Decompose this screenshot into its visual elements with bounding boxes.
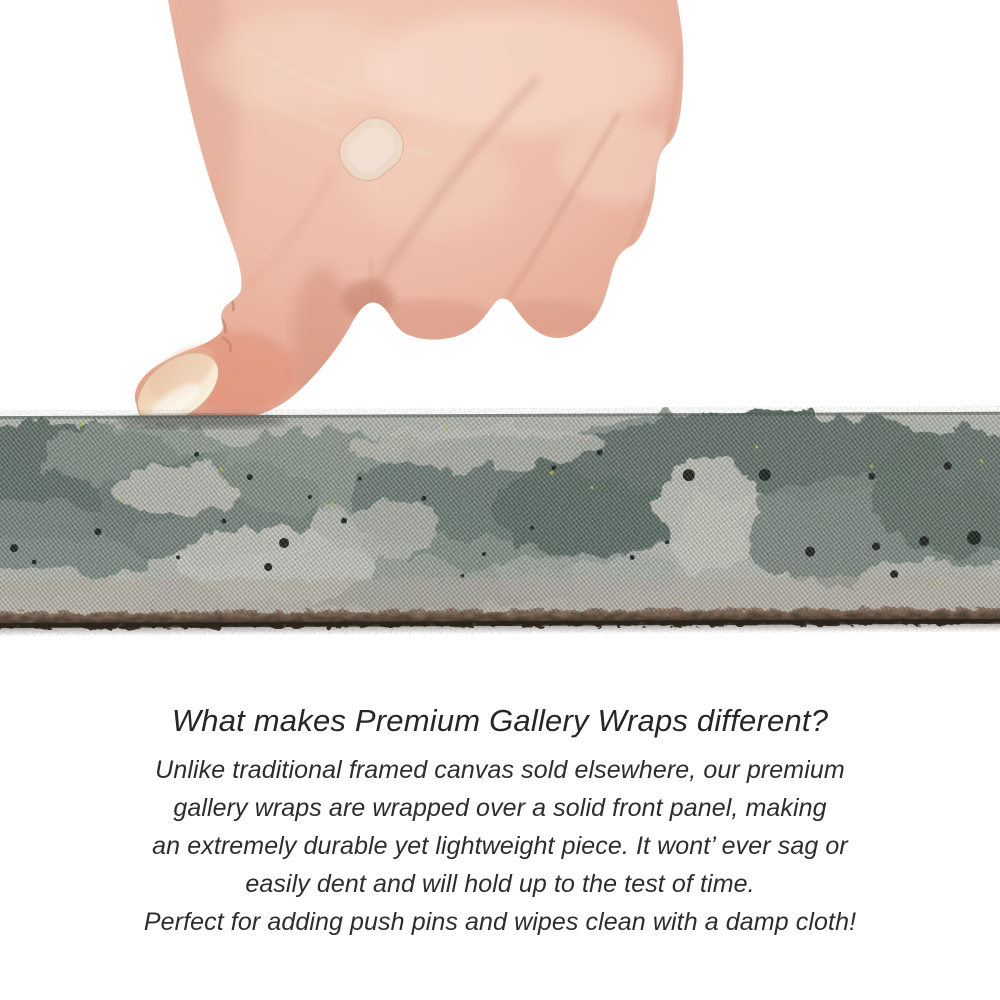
- description-text-block: [0, 700, 1000, 941]
- body-line-5: Perfect for adding push pins and wipes clean with a damp cloth!: [143, 908, 857, 936]
- body-line-4: easily dent and will hold up to the test of time.: [245, 870, 755, 898]
- hand-pressing-canvas-image: [0, 0, 1000, 424]
- canvas-edge-strip-image: [0, 406, 1000, 646]
- body-line-3: an extremely durable yet lightweight piece. It wont’ ever sag or: [152, 832, 848, 860]
- body-line-2: gallery wraps are wrapped over a solid front panel, making: [173, 794, 827, 822]
- body-line-1: Unlike traditional framed canvas sold elsewhere, our premium: [155, 756, 845, 784]
- headline: What makes Premium Gallery Wraps different?: [171, 703, 829, 738]
